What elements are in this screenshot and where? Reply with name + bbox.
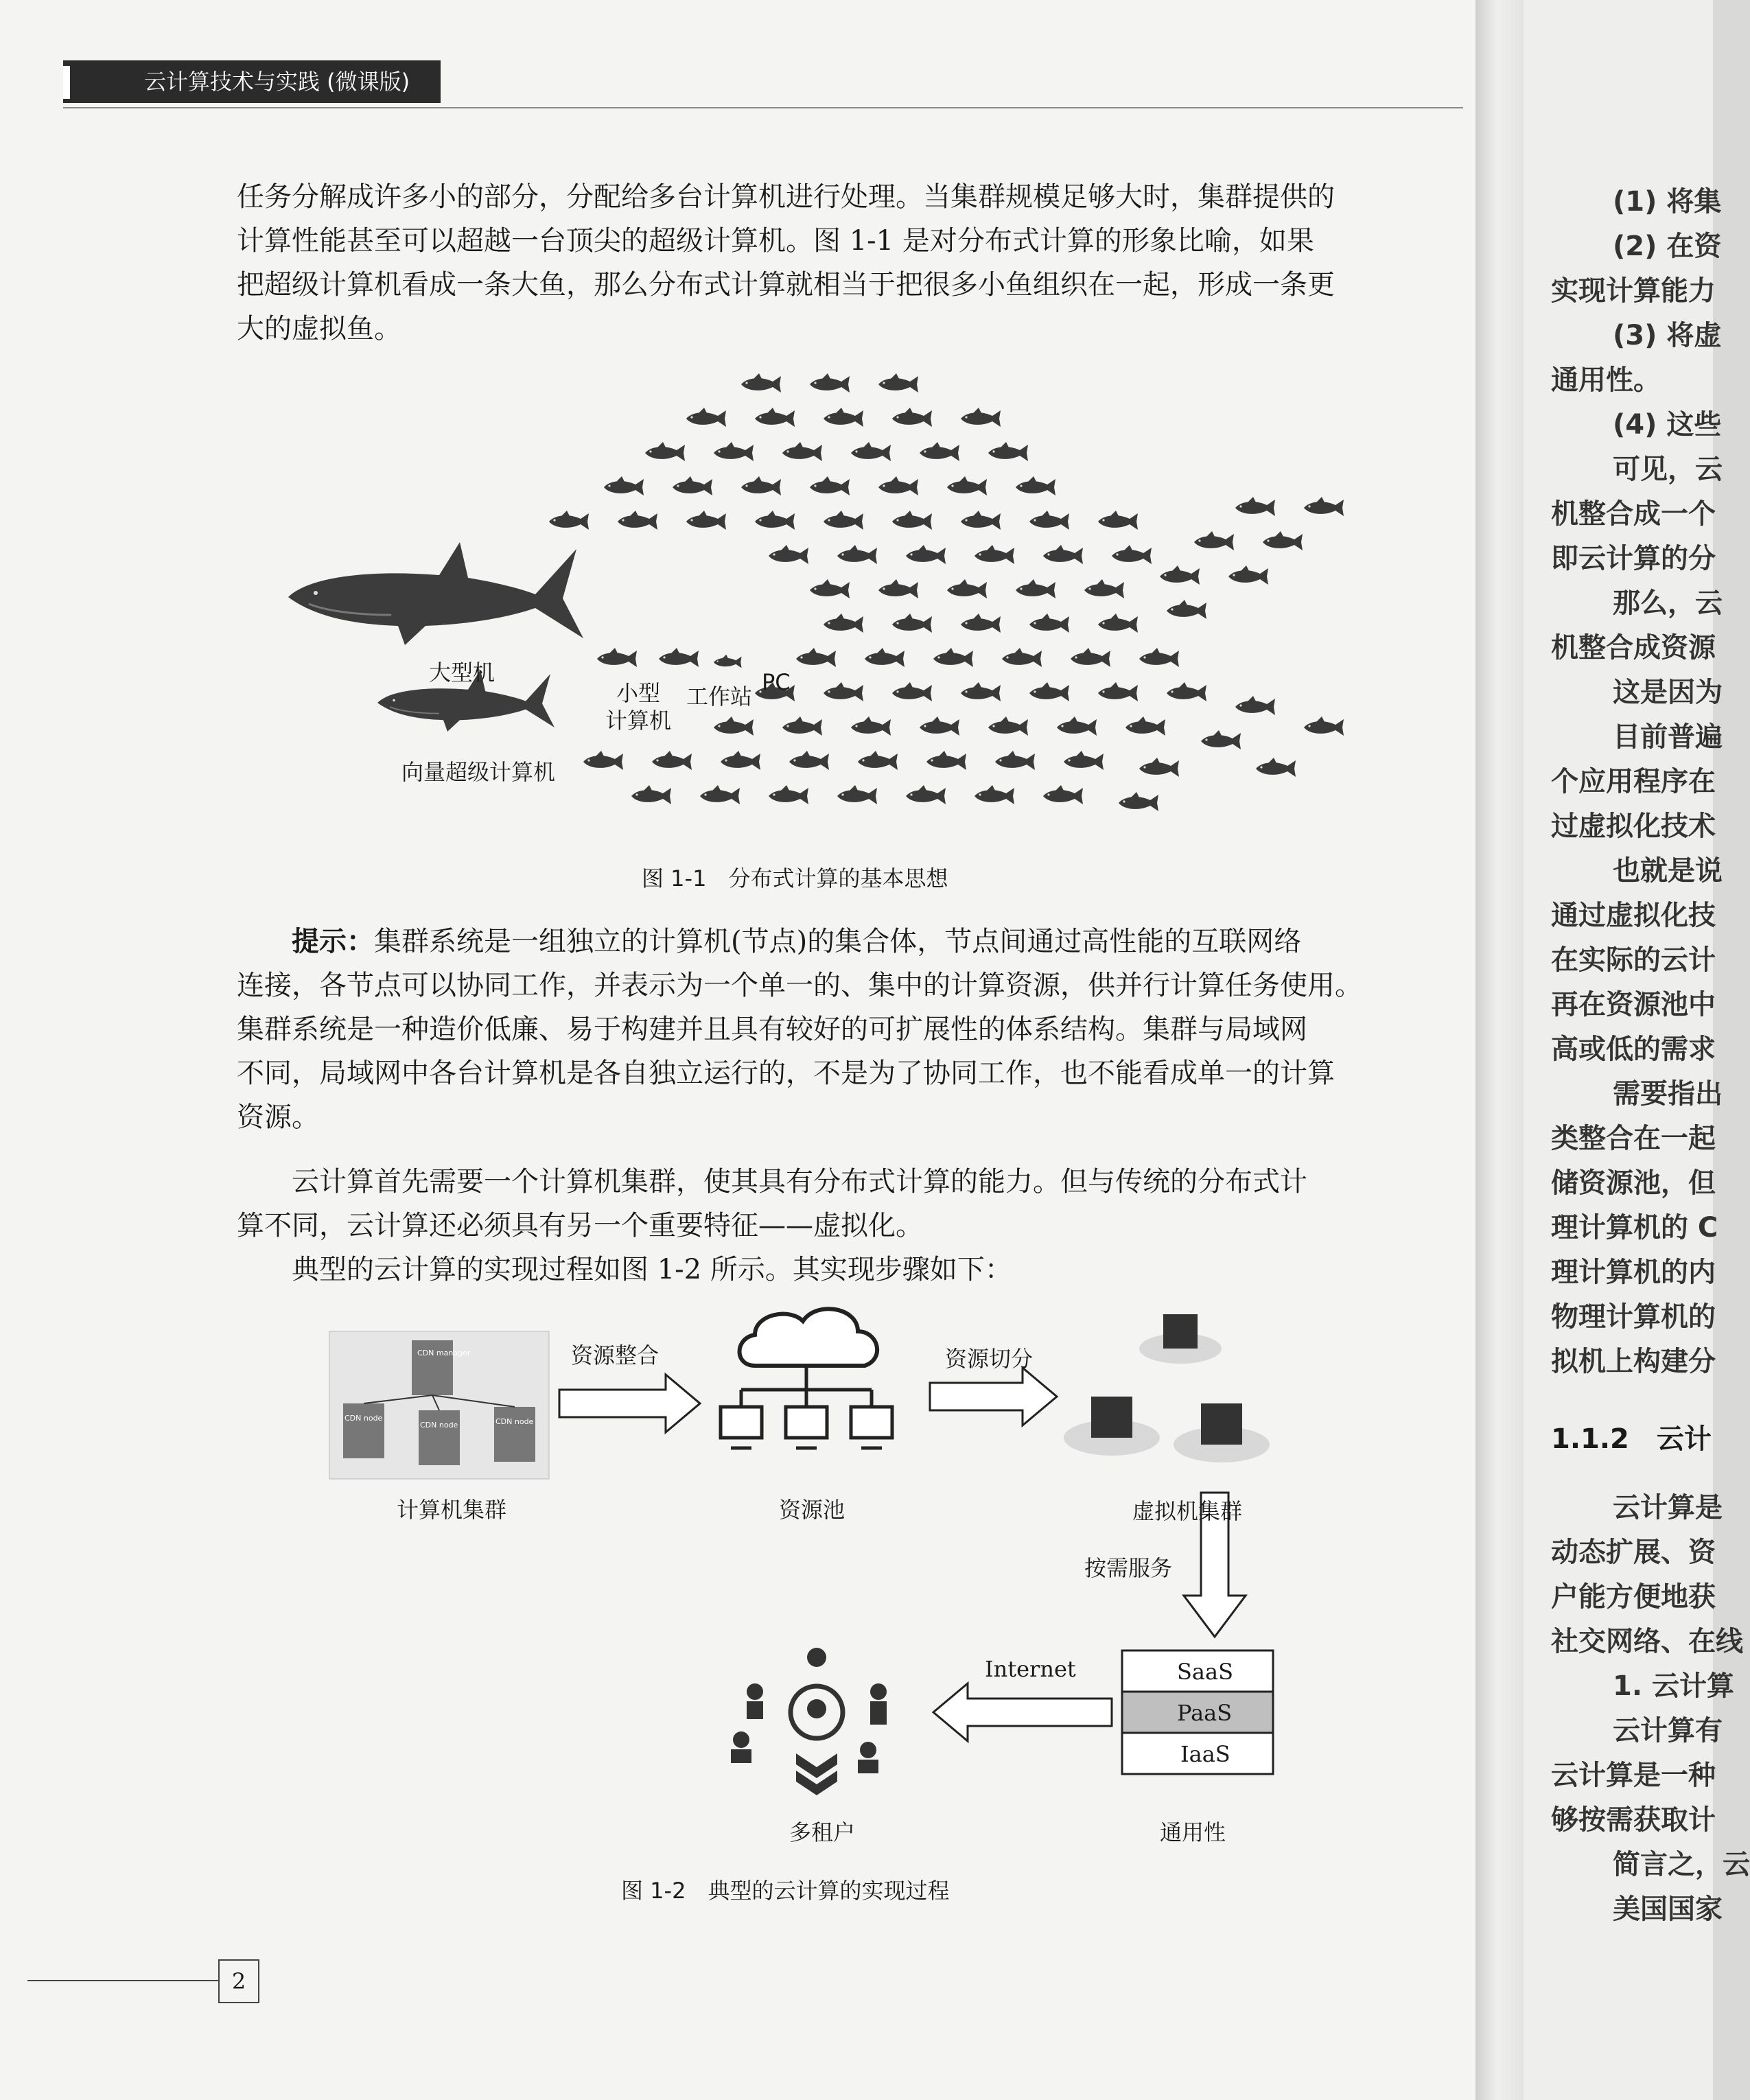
hint-text: 集群系统是一组独立的计算机(节点)的集合体，节点间通过高性能的互联网络	[374, 926, 1302, 957]
virtual-machine-cluster-icon	[1064, 1314, 1270, 1462]
intro-paragraph	[237, 175, 1403, 351]
text-line: 云计算首先需要一个计算机集群，使其具有分布式计算的能力。但与传统的分布式计	[292, 1166, 1307, 1198]
right-page-line: 通过虚拟化技	[1551, 900, 1716, 931]
right-page-line: 那么，云	[1613, 587, 1723, 619]
paas-label: PaaS	[1177, 1700, 1233, 1726]
right-page-line: 过虚拟化技术	[1551, 810, 1716, 842]
cdn-node-text: CDN node	[495, 1417, 534, 1426]
right-page-line: 物理计算机的	[1551, 1301, 1716, 1333]
right-page-line: 云计算是	[1613, 1492, 1723, 1524]
resource-integration-label: 资源整合	[571, 1342, 660, 1368]
running-header: 云计算技术与实践 (微课版)	[63, 60, 441, 103]
right-page-line: (1) 将集	[1613, 186, 1722, 218]
cloud-paragraph	[237, 1160, 1403, 1248]
mainframe-shark-icon	[288, 542, 583, 645]
multi-tenant-icon	[731, 1648, 887, 1795]
right-page-line: 机整合成一个	[1551, 498, 1716, 530]
vector-supercomputer-label: 向量超级计算机	[401, 759, 556, 785]
right-page-line: 简言之，云	[1613, 1849, 1750, 1880]
right-page-line: 需要指出	[1613, 1078, 1723, 1110]
text-line: 大的虚拟鱼。	[237, 313, 401, 345]
hint-paragraph	[237, 920, 1403, 1139]
right-page-line: 可见，云	[1613, 454, 1723, 485]
right-page-line: 1. 云计算	[1613, 1670, 1734, 1702]
right-page-line: 再在资源池中	[1551, 989, 1716, 1020]
workstation-fish-icon	[659, 648, 699, 667]
split-arrow-icon	[930, 1368, 1057, 1425]
steps-paragraph	[237, 1248, 1403, 1292]
right-page-line: 动态扩展、资	[1551, 1537, 1716, 1568]
right-page-line: 理计算机的 C	[1551, 1212, 1718, 1244]
book-gutter	[1475, 0, 1524, 2100]
right-page-line: 实现计算能力	[1551, 275, 1716, 307]
fish-school	[549, 373, 1344, 811]
internet-label: Internet	[985, 1656, 1076, 1682]
minicomputer-label-2: 计算机	[605, 708, 672, 734]
right-page-line: 拟机上构建分	[1551, 1346, 1716, 1377]
right-page-line: 户能方便地获	[1551, 1581, 1716, 1613]
right-page-line: 理计算机的内	[1551, 1257, 1716, 1288]
vm-cluster-label: 虚拟机集群	[1132, 1498, 1243, 1524]
right-page-line: 社交网络、在线	[1551, 1626, 1743, 1657]
right-page-line: 这是因为	[1613, 677, 1723, 708]
text-line: 计算性能甚至可以超越一台顶尖的超级计算机。图 1-1 是对分布式计算的形象比喻，如果	[237, 225, 1314, 257]
right-page-line: 美国国家	[1613, 1893, 1723, 1925]
footer-rule	[27, 1980, 218, 1981]
text-line: 集群系统是一种造价低廉、易于构建并且具有较好的可扩展性的体系结构。集群与局域网	[237, 1014, 1307, 1045]
minicomputer-label-1: 小型	[616, 680, 661, 706]
text-line	[237, 920, 1403, 964]
iaas-label: IaaS	[1180, 1741, 1230, 1767]
text-line: 资源。	[237, 1101, 319, 1133]
pc-fish-icon	[714, 655, 742, 668]
text-line: 任务分解成许多小的部分，分配给多台计算机进行处理。当集群规模足够大时，集群提供的	[237, 181, 1335, 213]
on-demand-service-label: 按需服务	[1084, 1555, 1173, 1581]
cdn-manager-text: CDN manager	[417, 1349, 471, 1357]
page-number: 2	[218, 1959, 259, 2003]
right-page-line: 即云计算的分	[1551, 543, 1716, 574]
figure-1-2	[316, 1294, 1311, 1932]
header-rule	[63, 107, 1463, 108]
figure-1-1	[275, 364, 1373, 885]
right-page-line: 机整合成资源	[1551, 632, 1716, 664]
integrate-arrow-icon	[559, 1375, 700, 1432]
multi-tenant-label: 多租户	[789, 1819, 856, 1845]
right-page-line: (3) 将虚	[1613, 320, 1722, 351]
generality-label: 通用性	[1160, 1819, 1226, 1845]
right-page-line: (4) 这些	[1613, 409, 1722, 441]
text-line: 算不同，云计算还必须具有另一个重要特征——虚拟化。	[237, 1210, 923, 1241]
figure-1-1-caption: 图 1-1 分布式计算的基本思想	[642, 865, 948, 891]
right-page-line: 在实际的云计	[1551, 944, 1716, 976]
computer-cluster-label: 计算机集群	[397, 1497, 507, 1523]
text-line: 把超级计算机看成一条大鱼，那么分布式计算就相当于把很多小鱼组织在一起，形成一条更	[237, 269, 1335, 301]
header-tab-mark	[63, 66, 70, 99]
figure-1-2-caption: 图 1-2 典型的云计算的实现过程	[621, 1878, 950, 1904]
resource-pool-icon	[721, 1309, 892, 1448]
internet-arrow-icon	[933, 1683, 1112, 1741]
right-page-line: (2) 在资	[1613, 231, 1722, 262]
pc-label: PC	[762, 669, 791, 695]
resource-split-label: 资源切分	[945, 1346, 1034, 1372]
fish-school-illustration	[275, 364, 1373, 885]
right-page-line: 云计算有	[1613, 1715, 1723, 1747]
cdn-node-text: CDN node	[420, 1421, 458, 1430]
text-line: 不同，局域网中各台计算机是各自独立运行的，不是为了协同工作，也不能看成单一的计算	[237, 1058, 1335, 1089]
resource-pool-label: 资源池	[779, 1497, 845, 1523]
hint-title: 提示：	[292, 926, 374, 957]
right-page-line: 也就是说	[1613, 855, 1723, 887]
right-page-line: 云计算是一种	[1551, 1760, 1716, 1791]
right-page-line: 高或低的需求	[1551, 1034, 1716, 1065]
right-page-line: 通用性。	[1551, 364, 1661, 396]
book-page-right	[1524, 0, 1750, 2100]
right-page-line: 目前普遍	[1613, 721, 1723, 753]
workstation-label: 工作站	[686, 684, 753, 710]
text-line: 典型的云计算的实现过程如图 1-2 所示。其实现步骤如下：	[292, 1254, 1012, 1285]
saas-label: SaaS	[1177, 1659, 1233, 1685]
mainframe-label: 大型机	[429, 660, 495, 686]
cdn-node-text: CDN node	[345, 1414, 383, 1423]
right-page-line: 类整合在一起	[1551, 1123, 1716, 1154]
right-page-line: 储资源池，但	[1551, 1167, 1716, 1199]
right-page-section-heading: 1.1.2 云计	[1551, 1423, 1712, 1455]
minicomputer-fish-icon	[597, 648, 637, 667]
right-page-line: 够按需获取计	[1551, 1804, 1716, 1836]
text-line: 连接，各节点可以协同工作，并表示为一个单一的、集中的计算资源，供并行计算任务使用。	[237, 970, 1362, 1001]
right-page-line: 个应用程序在	[1551, 766, 1716, 797]
